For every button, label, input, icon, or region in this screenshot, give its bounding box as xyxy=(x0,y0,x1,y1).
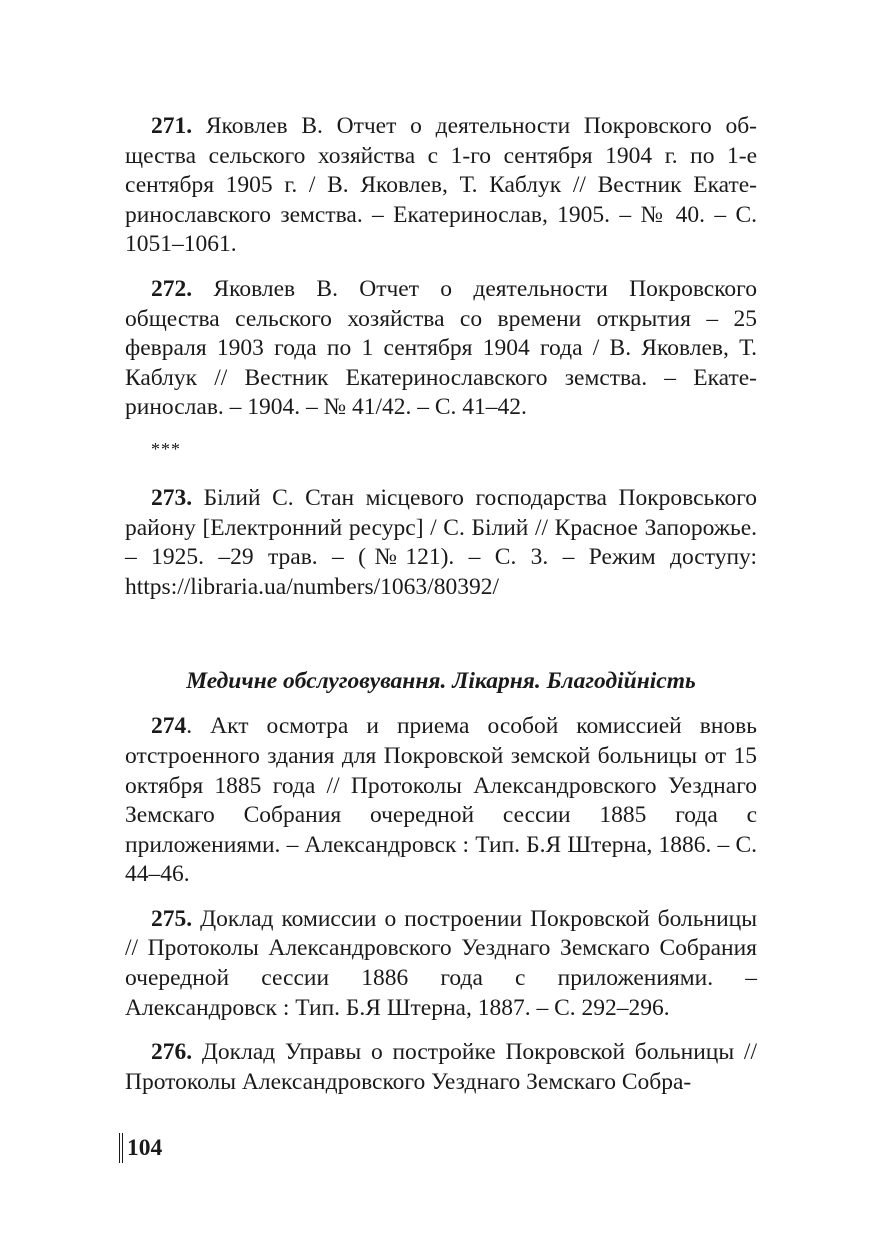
page-number-rule xyxy=(119,1133,123,1163)
entry-text: Доклад комиссии о построении Покровской больницы // Протоколы Александровского Уезднаго Земскаго Собрания очередной сессии 1886 года с приложениями. – Александровск : Тип. Б.Я Штерна, 1887. – С. 292–296. xyxy=(125,905,758,1021)
bibliography-entry-274 xyxy=(125,712,757,890)
entry-text: Яковлев В. Отчет о деятельности Покровского общества сельского хозяйства со времени открытия – 25 февраля 1903 года по 1 сентября 1904 года / В. Яковлев, Т. Каблук // Вестник Екатеринославского земства. – Екатеринослав. – 1904. – № 41/42. – С. 41–42. xyxy=(125,275,757,421)
section-heading: Медичне обслуговування. Лікарня. Благодійність xyxy=(186,668,696,695)
entry-text: Білий С. Стан місцевого господарства Покровського району [Електронний ресурс] / С. Білий // Красное Запорожье. – 1925. –29 трав. – (№121). – С. 3. – Режим доступу: https://libraria.ua/numbers/1063/80392/ xyxy=(125,484,758,600)
bibliography-entry-276 xyxy=(125,1038,757,1097)
bibliography-entry-275 xyxy=(125,905,757,1023)
bibliography-entry-273 xyxy=(125,484,757,602)
section-separator: *** xyxy=(151,438,181,459)
entry-number: 276. xyxy=(151,1039,193,1066)
bibliography-entry-272 xyxy=(125,275,757,423)
entry-number: 274 xyxy=(151,713,187,740)
entry-number: 275. xyxy=(151,905,193,932)
entry-text: . Акт осмотра и приема особой комиссией вновь отстроенного здания для Покровской земской больницы от 15 октября 1885 года // Протоколы Александровского Уезднаго Земскаго Собрания очередной сессии 1885 года с приложениями. – Александровск : Тип. Б.Я Штерна, 1886. – С. 44–46. xyxy=(125,713,757,888)
entry-number: 271. xyxy=(151,113,193,139)
page-number: 104 xyxy=(127,1135,163,1161)
entry-number: 273. xyxy=(151,484,193,511)
bibliography-entry-271 xyxy=(125,112,757,260)
entry-number: 272. xyxy=(151,275,193,302)
entry-text: Доклад Управы о постройке Покровской больницы // Протоколы Александровского Уезднаго Земскаго Собра- xyxy=(125,1039,757,1095)
page-content xyxy=(125,112,757,1112)
entry-text: Яковлев В. Отчет о деятельности Покровского общества сельского хозяйства с 1-го сентября 1904 г. по 1-е сентября 1905 г. / В. Яковлев, Т. Каблук // Вестник Екатеринославского земства. – Екатеринослав, 1905. – № 40. – С. 1051–1061. xyxy=(125,113,757,258)
page-footer xyxy=(119,1133,162,1163)
